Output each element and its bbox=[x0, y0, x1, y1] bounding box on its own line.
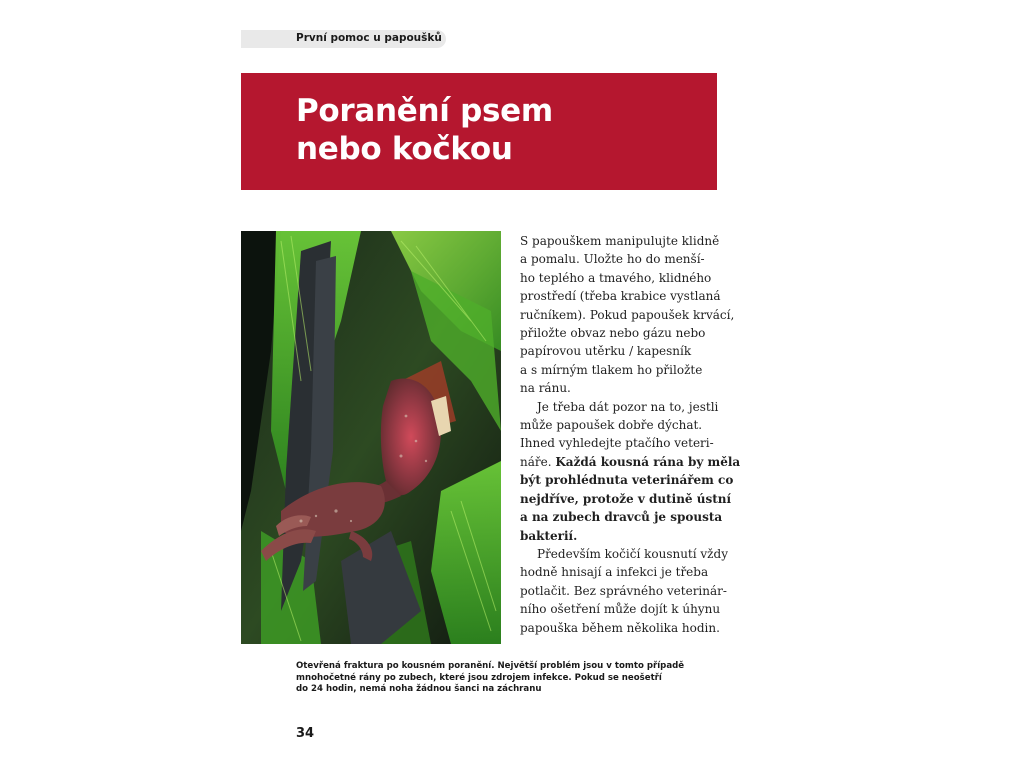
paragraph-3 bbox=[520, 545, 728, 637]
p1-line: a s mírným tlakem ho přiložte bbox=[520, 362, 703, 377]
p2-line-mixed bbox=[520, 453, 741, 471]
title-band bbox=[241, 73, 717, 190]
parrot-injury-photo bbox=[241, 231, 501, 644]
running-header-text: První pomoc u papoušků bbox=[296, 32, 442, 44]
p1-line: prostředí (třeba krabice vystlaná bbox=[520, 289, 721, 304]
p2-bold-line: a na zubech dravců je spousta bbox=[520, 510, 723, 525]
p1-line: na ránu. bbox=[520, 381, 571, 396]
p1-line: ručníkem). Pokud papoušek krvácí, bbox=[520, 307, 735, 322]
p3-line: ního ošetření může dojít k úhynu bbox=[520, 602, 721, 617]
p3-line: Především kočičí kousnutí vždy bbox=[537, 546, 728, 561]
paragraph-1 bbox=[520, 232, 735, 398]
paragraph-2 bbox=[520, 398, 741, 545]
p2-line: Je třeba dát pozor na to, jestli bbox=[537, 399, 719, 414]
p1-line: papírovou utěrku / kapesník bbox=[520, 344, 692, 359]
p1-line: ho teplého a tmavého, klidného bbox=[520, 270, 712, 285]
p2-mixed-prefix: náře. bbox=[520, 454, 556, 469]
p1-line: S papouškem manipulujte klidně bbox=[520, 234, 720, 248]
caption-line: do 24 hodin, nemá noha žádnou šanci na záchranu bbox=[296, 684, 542, 694]
page-title-line-1: Poranění psem bbox=[296, 93, 553, 129]
caption-line: mnohočetné rány po zubech, které jsou zdrojem infekce. Pokud se neošetří bbox=[296, 672, 662, 683]
caption-line: Otevřená fraktura po kousném poranění. Největší problém jsou v tomto případě bbox=[296, 661, 685, 671]
p3-line: papouška během několika hodin. bbox=[520, 620, 720, 635]
running-header bbox=[241, 30, 446, 48]
p2-mixed-bold: Každá kousná rána by měla bbox=[555, 454, 741, 469]
p2-bold-line: nejdříve, protože v dutině ústní bbox=[520, 491, 732, 506]
p3-line: potlačit. Bez správného veterinár- bbox=[520, 583, 727, 598]
p1-line: a pomalu. Uložte ho do menší- bbox=[520, 252, 705, 267]
page-title bbox=[296, 92, 553, 168]
body-text bbox=[520, 232, 741, 637]
page-title-line-2: nebo kočkou bbox=[296, 131, 513, 167]
page-number: 34 bbox=[296, 726, 315, 741]
p2-bold-line: bakterií. bbox=[520, 528, 578, 543]
p3-line: hodně hnisají a infekci je třeba bbox=[520, 565, 709, 580]
p1-line: přiložte obvaz nebo gázu nebo bbox=[520, 326, 706, 341]
p2-line: Ihned vyhledejte ptačího veteri- bbox=[520, 436, 714, 451]
photo-caption bbox=[296, 661, 716, 696]
p2-bold-line: být prohlédnuta veterinářem co bbox=[520, 473, 734, 488]
p2-line: může papoušek dobře dýchat. bbox=[520, 418, 703, 433]
